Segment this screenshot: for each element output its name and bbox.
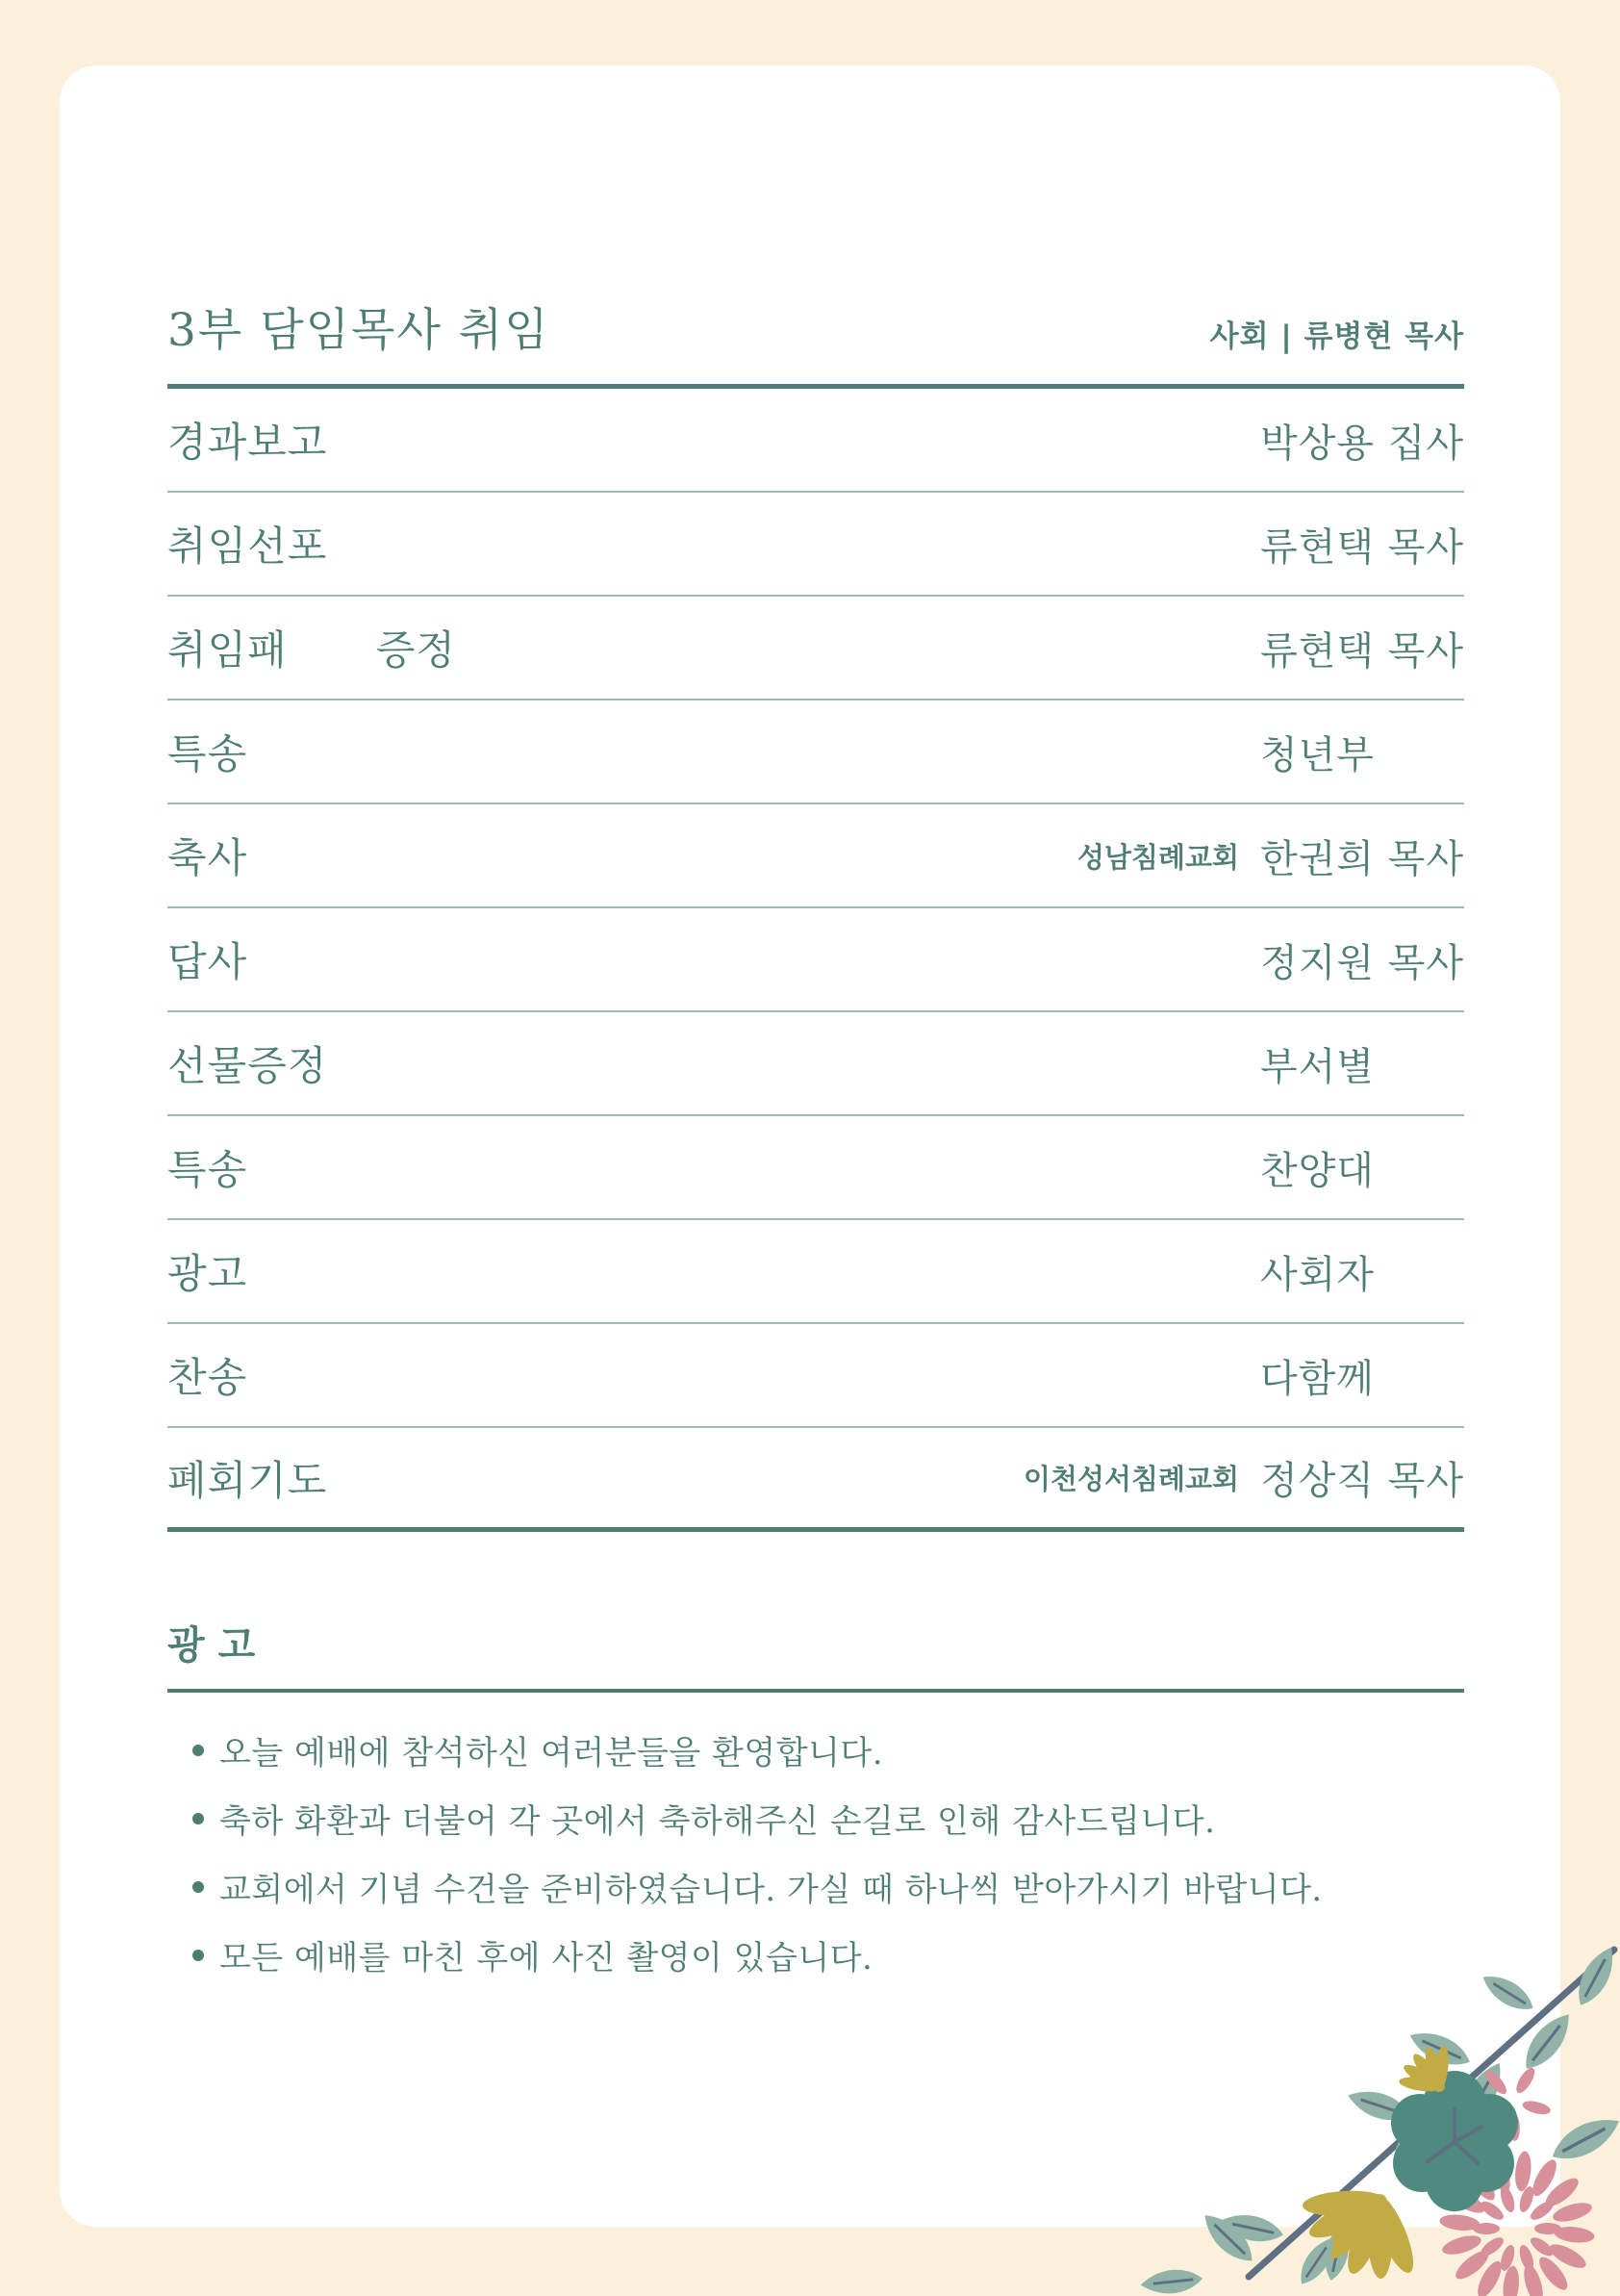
program-item-label: 선물증정 [167,1042,328,1089]
program-row-right [1260,725,1464,779]
announcement-item [192,1784,1464,1852]
page-title: 3부 담임목사 취임 [167,304,550,357]
program-item-label: 축사 [167,834,248,881]
program-row-right [1260,932,1464,987]
program-row-right [1260,1348,1464,1403]
announcement-item [192,1716,1464,1784]
program-item-label: 경과보고 [167,419,328,466]
announcement-text: 축하 화환과 더불어 각 곳에서 축하해주신 손길로 인해 감사드립니다. [219,1802,1216,1841]
program-row [167,493,1464,597]
announcement-item [192,1852,1464,1921]
program-row-right [1260,1244,1464,1299]
program-person-label: 류현택 목사 [1260,628,1464,674]
program-item-label: 특송 [167,730,248,778]
program-person-label: 정상직 목사 [1260,1459,1464,1503]
program-row [167,1324,1464,1428]
program-row [167,597,1464,701]
program-row-right [1260,621,1464,676]
program-row [167,908,1464,1012]
program-row [167,701,1464,804]
bulletin-card [60,65,1560,2227]
bullet-icon [192,1745,204,1756]
bullet-icon [192,1881,204,1893]
program-row-right [1260,517,1464,572]
program-row [167,804,1464,908]
program-row [167,1116,1464,1220]
program-org-label: 이천성서침례교회 [1023,1463,1240,1495]
program-person-label: 찬양대 [1260,1148,1375,1193]
branch-with-flowers-icon [993,1940,1620,2296]
program-row-right [1260,1140,1464,1195]
program-header [167,294,1464,389]
program-item-label: 답사 [167,938,248,985]
announcement-text: 교회에서 기념 수건을 준비하였습니다. 가실 때 하나씩 받아가시기 바랍니다. [219,1871,1323,1909]
program-row-right [1260,1036,1464,1091]
program-person-label: 다함께 [1260,1356,1375,1401]
program-item-label: 광고 [167,1250,248,1297]
program-row [167,1012,1464,1116]
program-row-right [1077,829,1464,883]
program-row [167,1220,1464,1324]
leaf-cluster-front [1197,2207,1342,2290]
program-person-label: 청년부 [1260,732,1375,778]
program-item-label: 취임선포 [167,523,328,570]
mc-label: 사회 | 류병현 목사 [1209,319,1464,354]
program-person-label: 박상용 집사 [1260,421,1464,466]
program-person-label: 한권희 목사 [1260,836,1464,881]
announcement-text: 오늘 예배에 참석하신 여러분들을 환영합니다. [219,1734,884,1773]
bullet-icon [192,1813,204,1824]
announcement-text: 모든 예배를 마친 후에 사진 촬영이 있습니다. [219,1939,873,1977]
program-person-label: 사회자 [1260,1252,1375,1297]
program-person-label: 류현택 목사 [1260,524,1464,570]
program-row [167,1428,1464,1532]
program-item-label: 폐회기도 [167,1456,328,1504]
program-row [167,389,1464,493]
program-item-label: 찬송 [167,1354,248,1401]
program-person-label: 정지원 목사 [1260,940,1464,985]
program-item-label: 취임패 증정 [167,626,456,674]
program-row-right [1260,413,1464,468]
program-person-label: 부서별 [1260,1044,1375,1089]
program-row-right [1024,1450,1464,1505]
bullet-icon [192,1950,204,1961]
program-org-label: 성남침례교회 [1076,840,1240,874]
program-item-label: 특송 [167,1146,248,1193]
announcements-title: 광고 [167,1615,1464,1693]
announcements-section [167,1615,1464,1989]
program-table [167,389,1464,1532]
